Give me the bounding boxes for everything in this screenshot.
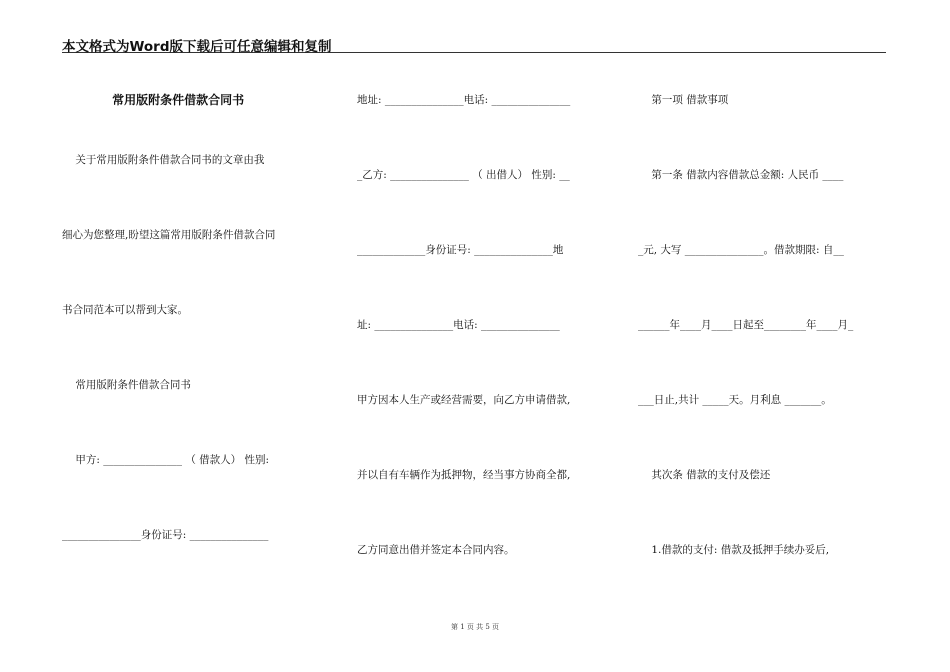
text-line: _______________身份证号: _______________ bbox=[62, 529, 269, 541]
text-line: 其次条 借款的支付及偿还 bbox=[638, 469, 771, 481]
text-line: ______年____月____日起至________年____月_ bbox=[638, 319, 854, 331]
text-line: 甲方因本人生产或经营需要，向乙方申请借款, bbox=[357, 394, 571, 406]
document-title: 常用版附条件借款合同书 bbox=[62, 93, 245, 107]
page-number: 第 1 页 共 5 页 bbox=[450, 623, 500, 631]
text-line: 第一项 借款事项 bbox=[638, 94, 729, 106]
text-line: _乙方: _______________ （ 出借人） 性别: __ bbox=[357, 169, 570, 181]
text-line: _元, 大写 _______________。借款期限: 自__ bbox=[638, 244, 844, 256]
text-line: 关于常用版附条件借款合同书的文章由我 bbox=[62, 154, 265, 166]
text-line: 址: _______________电话: _______________ bbox=[357, 319, 560, 331]
text-line: 乙方同意出借并签定本合同内容。 bbox=[357, 544, 515, 556]
text-line: 并以自有车辆作为抵押物，经当事方协商全都, bbox=[357, 469, 571, 481]
text-line: 地址: _______________电话: _______________ bbox=[357, 94, 571, 106]
header-text: 本文格式为Word版下载后可任意编辑和复制 bbox=[62, 39, 332, 55]
text-line: 第一条 借款内容借款总金额: 人民币 ____ bbox=[638, 169, 844, 181]
text-line: 书合同范本可以帮到大家。 bbox=[62, 304, 188, 316]
text-line: 细心为您整理,盼望这篇常用版附条件借款合同 bbox=[62, 229, 276, 241]
text-line: 甲方: _______________ （ 借款人） 性别: bbox=[62, 454, 270, 466]
text-line: _____________身份证号: _______________地 bbox=[357, 244, 564, 256]
text-line: 1.借款的支付: 借款及抵押手续办妥后, bbox=[638, 544, 830, 556]
column-3 bbox=[638, 0, 888, 672]
column-1 bbox=[62, 0, 337, 672]
text-line: ___日止,共计 _____天。月利息 _______。 bbox=[638, 394, 832, 406]
text-line: 常用版附条件借款合同书 bbox=[62, 379, 191, 391]
column-2 bbox=[357, 0, 617, 672]
